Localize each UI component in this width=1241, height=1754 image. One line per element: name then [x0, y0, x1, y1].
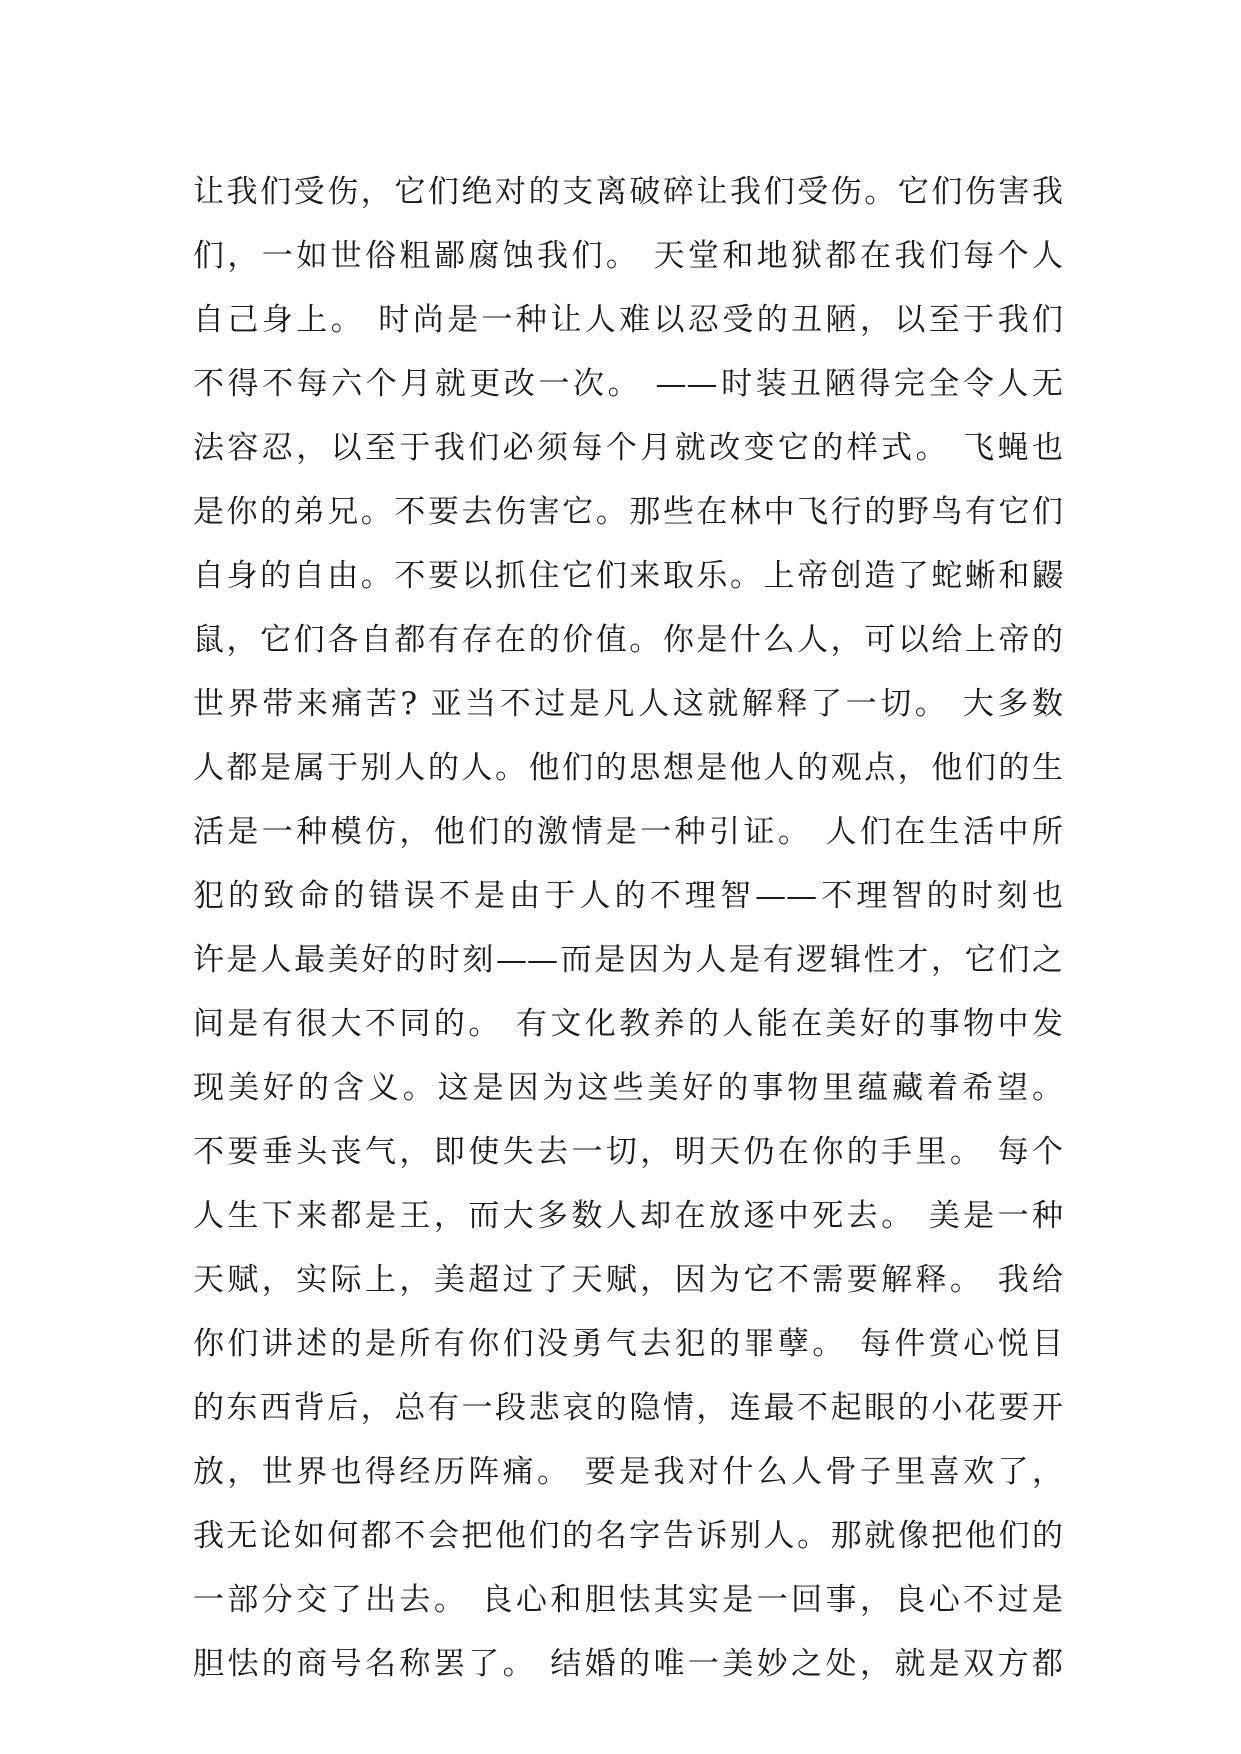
text-line: 法容忍，以至于我们必须每个月就改变它的样式。 飞蝇也 — [193, 430, 1063, 466]
text-line: 人都是属于别人的人。他们的思想是他人的观点，他们的生 — [193, 750, 1063, 786]
text-line: 不要垂头丧气，即使失去一切，明天仍在你的手里。 每个 — [193, 1134, 1063, 1170]
text-line: 放，世界也得经历阵痛。 要是我对什么人骨子里喜欢了， — [193, 1454, 1063, 1490]
text-line: 间是有很大不同的。 有文化教养的人能在美好的事物中发 — [193, 1006, 1063, 1042]
text-line: 自己身上。 时尚是一种让人难以忍受的丑陋，以至于我们 — [193, 302, 1063, 338]
text-line: 的东西背后，总有一段悲哀的隐情，连最不起眼的小花要开 — [193, 1390, 1063, 1426]
text-line: 我无论如何都不会把他们的名字告诉别人。那就像把他们的 — [193, 1518, 1063, 1554]
text-line: 许是人最美好的时刻——而是因为人是有逻辑性才，它们之 — [193, 942, 1063, 978]
text-line: 你们讲述的是所有你们没勇气去犯的罪孽。 每件赏心悦目 — [193, 1326, 1063, 1362]
text-line: 们，一如世俗粗鄙腐蚀我们。 天堂和地狱都在我们每个人 — [193, 238, 1063, 274]
text-line: 胆怯的商号名称罢了。 结婚的唯一美妙之处，就是双方都 — [193, 1646, 1063, 1682]
text-line: 不得不每六个月就更改一次。 ——时装丑陋得完全令人无 — [193, 366, 1063, 402]
text-line: 天赋，实际上，美超过了天赋，因为它不需要解释。 我给 — [193, 1262, 1063, 1298]
text-line: 一部分交了出去。 良心和胆怯其实是一回事，良心不过是 — [193, 1582, 1063, 1618]
text-line: 自身的自由。不要以抓住它们来取乐。上帝创造了蛇蜥和鼹 — [193, 558, 1063, 594]
body-text — [193, 160, 1063, 1696]
text-line: 人生下来都是王，而大多数人却在放逐中死去。 美是一种 — [193, 1198, 1063, 1234]
text-line: 鼠，它们各自都有存在的价值。你是什么人，可以给上帝的 — [193, 622, 1063, 658]
text-line: 是你的弟兄。不要去伤害它。那些在林中飞行的野鸟有它们 — [193, 494, 1063, 530]
text-line: 让我们受伤，它们绝对的支离破碎让我们受伤。它们伤害我 — [193, 174, 1063, 210]
text-line: 现美好的含义。这是因为这些美好的事物里蕴藏着希望。 — [193, 1070, 1063, 1106]
text-line: 世界带来痛苦? 亚当不过是凡人这就解释了一切。 大多数 — [193, 686, 1063, 722]
text-line: 犯的致命的错误不是由于人的不理智——不理智的时刻也 — [193, 878, 1063, 914]
text-line: 活是一种模仿，他们的激情是一种引证。 人们在生活中所 — [193, 814, 1063, 850]
